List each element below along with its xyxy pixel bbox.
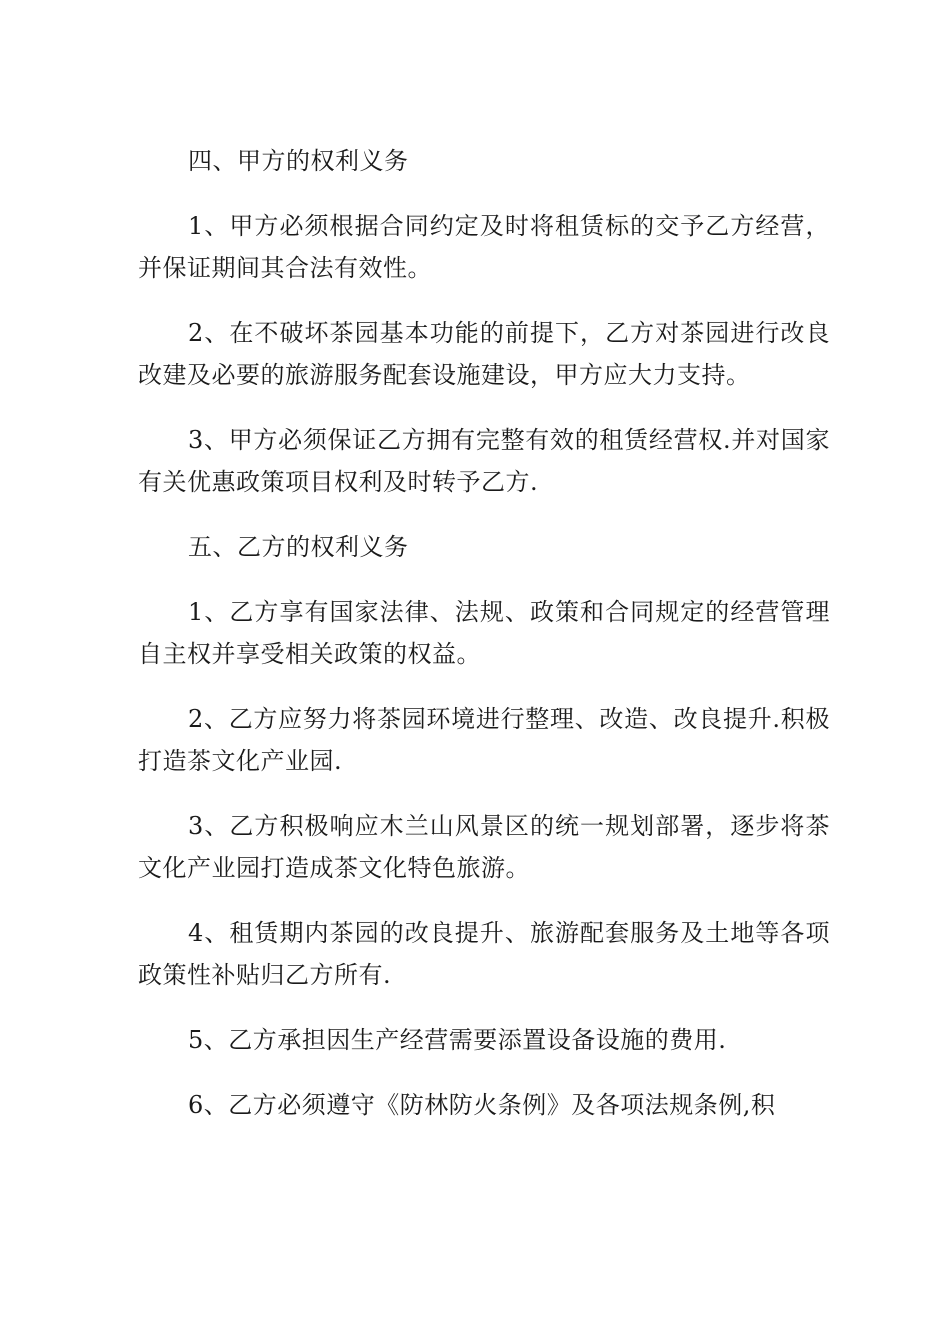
clause-b-4: 4、租赁期内茶园的改良提升、旅游配套服务及土地等各项政策性补贴归乙方所有.	[138, 919, 830, 989]
section-heading-party-a: 四、甲方的权利义务	[188, 147, 409, 175]
clause-b-2: 2、乙方应努力将茶园环境进行整理、改造、改良提升.积极打造茶文化产业园.	[138, 705, 830, 775]
clause-b-3: 3、乙方积极响应木兰山风景区的统一规划部署，逐步将茶文化产业园打造成茶文化特色旅游。	[138, 812, 830, 882]
document-body	[138, 140, 830, 1149]
clause-b-1: 1、乙方享有国家法律、法规、政策和合同规定的经营管理自主权并享受相关政策的权益。	[138, 598, 830, 668]
clause-a-3: 3、甲方必须保证乙方拥有完整有效的租赁经营权.并对国家有关优惠政策项目权利及时转予乙方.	[138, 426, 830, 496]
clause-a-2: 2、在不破坏茶园基本功能的前提下，乙方对茶园进行改良改建及必要的旅游服务配套设施建设，甲方应大力支持。	[138, 319, 830, 389]
section-heading-party-b: 五、乙方的权利义务	[188, 533, 409, 561]
clause-b-5: 5、乙方承担因生产经营需要添置设备设施的费用.	[188, 1026, 727, 1054]
clause-b-6: 6、乙方必须遵守《防林防火条例》及各项法规条例,积	[188, 1091, 776, 1119]
clause-a-1: 1、甲方必须根据合同约定及时将租赁标的交予乙方经营，并保证期间其合法有效性。	[138, 212, 830, 282]
